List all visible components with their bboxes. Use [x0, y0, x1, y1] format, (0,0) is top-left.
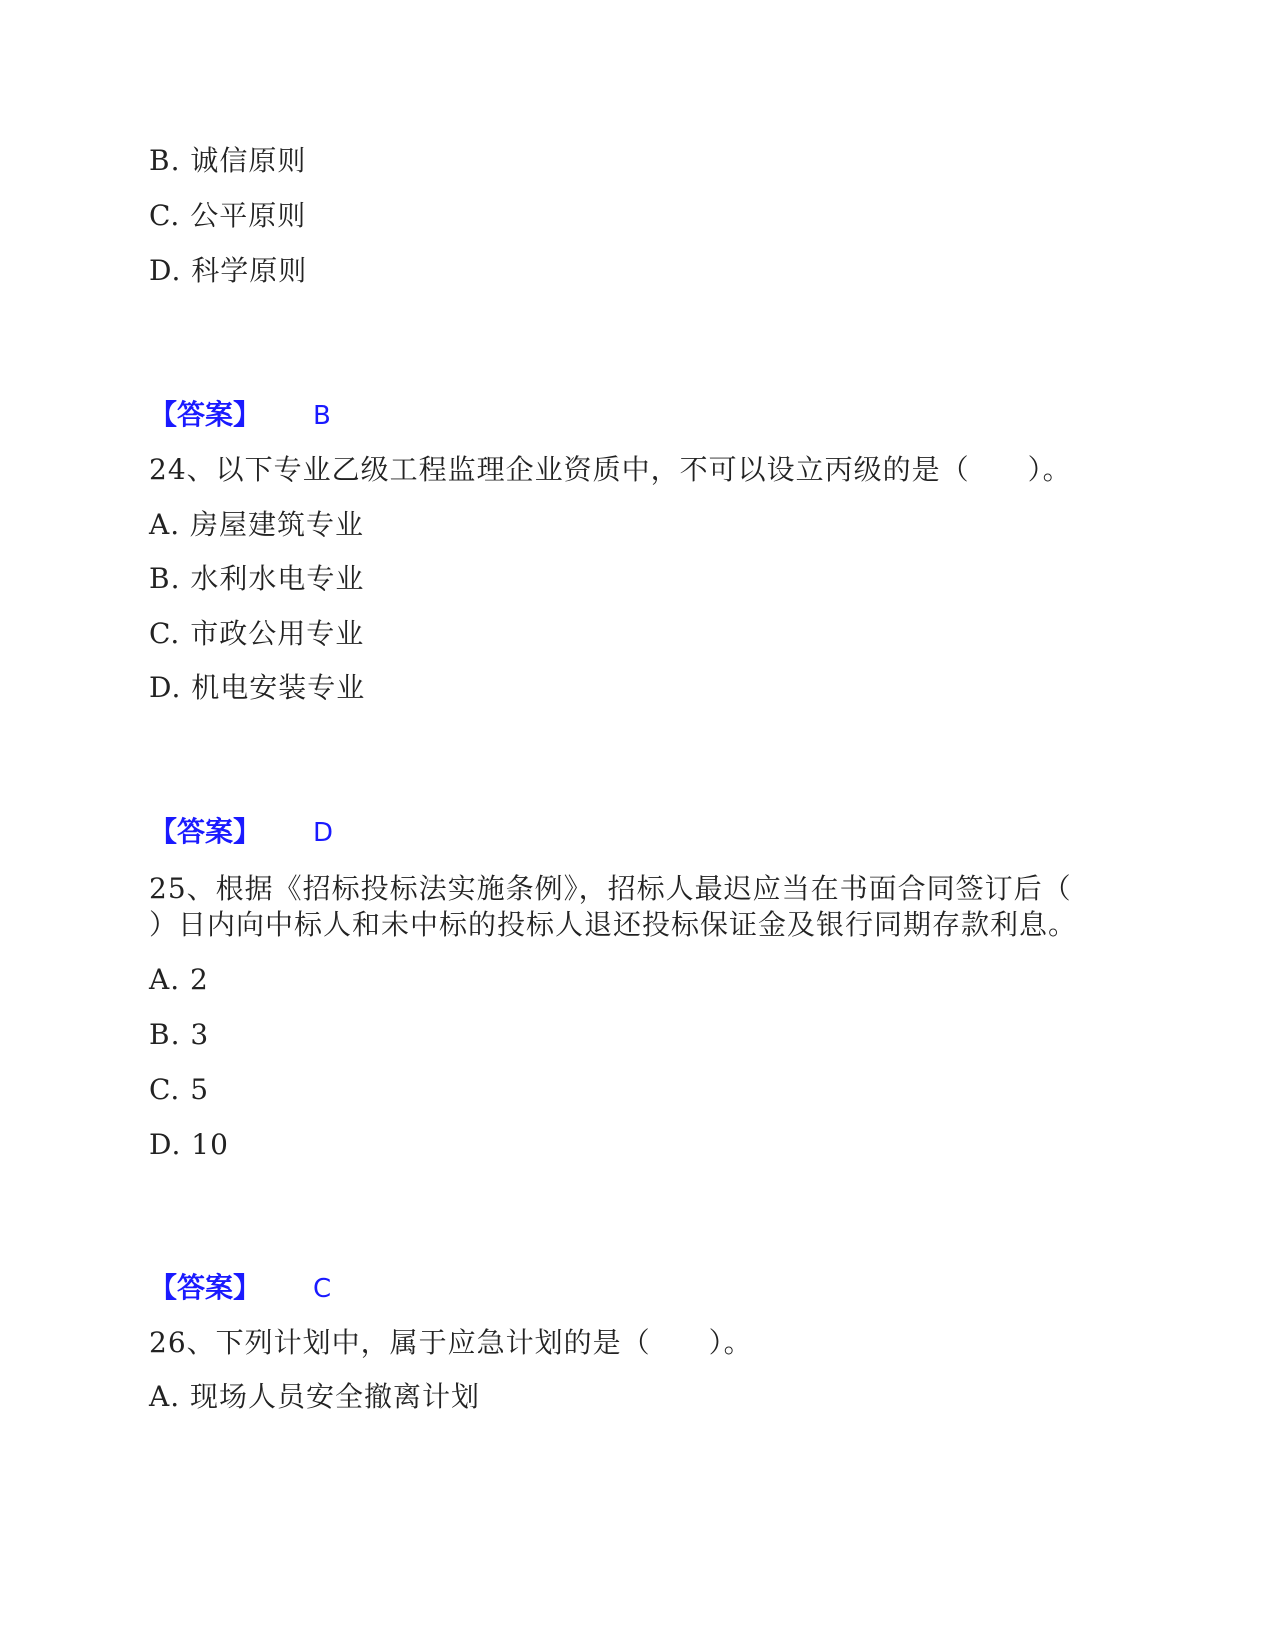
q25-option-b: B. 3: [149, 1018, 210, 1051]
q24-option-d: D. 机电安装专业: [149, 671, 366, 704]
q23-option-d: D. 科学原则: [149, 254, 308, 287]
q26-option-a: A. 现场人员安全撤离计划: [149, 1380, 481, 1413]
q24-answer-value: D: [313, 818, 334, 848]
q24-option-c: C. 市政公用专业: [149, 617, 365, 650]
q26-stem: 26、下列计划中，属于应急计划的是（ ）。: [149, 1326, 753, 1359]
q24-option-a: A. 房屋建筑专业: [149, 508, 365, 541]
q25-answer-label: 【答案】: [149, 1271, 262, 1304]
q23-option-c: C. 公平原则: [149, 199, 307, 232]
q25-option-c: C. 5: [149, 1073, 210, 1106]
q24-option-b: B. 水利水电专业: [149, 562, 365, 595]
q25-stem-line-2: ）日内向中标人和未中标的投标人退还投标保证金及银行同期存款利息。: [149, 908, 1078, 941]
q24-answer-row: [149, 814, 333, 851]
q25-option-a: A. 2: [149, 963, 209, 996]
q23-answer-row: [149, 397, 331, 434]
q25-option-d: D. 10: [149, 1128, 229, 1161]
q23-answer-value: B: [313, 401, 331, 431]
q24-answer-label: 【答案】: [149, 815, 262, 848]
q24-stem: 24、以下专业乙级工程监理企业资质中，不可以设立丙级的是（ ）。: [149, 453, 1072, 486]
q25-answer-value: C: [313, 1274, 332, 1304]
q23-answer-label: 【答案】: [149, 398, 262, 431]
q23-option-b: B. 诚信原则: [149, 144, 307, 177]
q25-answer-row: [149, 1270, 331, 1307]
q25-stem-line-1: 25、根据《招标投标法实施条例》，招标人最迟应当在书面合同签订后（: [149, 872, 1072, 905]
